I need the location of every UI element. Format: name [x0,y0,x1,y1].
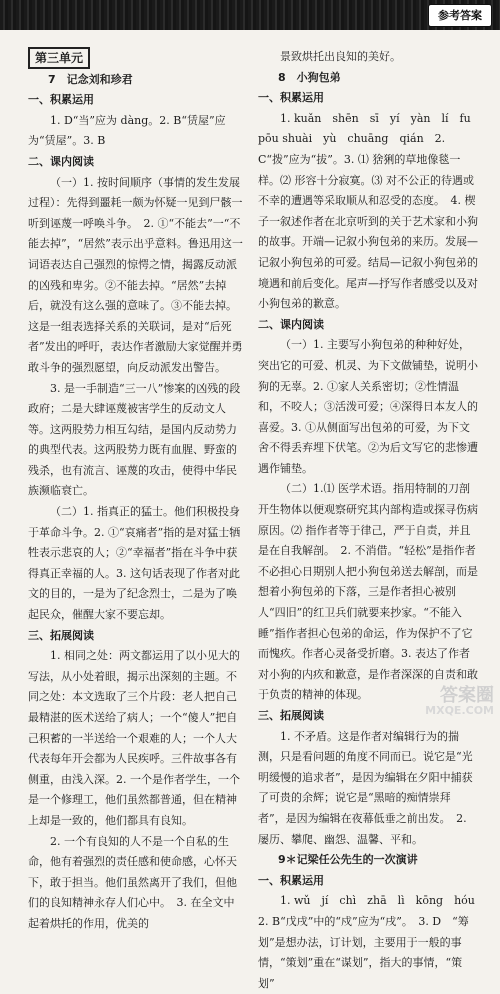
lesson-title: 8 小狗包弟 [278,70,341,84]
answer-paragraph: 1. 不矛盾。这是作者对编辑行为的揣测，只是看问题的角度不同而已。说它是“光明缓慢的追求者”，是因为编辑在夕阳中捕获了可贵的余辉；说它是“黑暗的痴情崇拜者”，是因为编辑在夜幕低垂之前出发。 2. 屡历、攀爬、幽怨、温馨、平和。 [258,729,473,846]
answer-paragraph: （一）1. 按时间顺序（事情的发生发展过程）：先得到噩耗一颇为怀疑一见到尸骸一听到诬蔑一呼唤斗争。 2. ①“不能去”一“不能去掉”，“居然”表示出乎意料。鲁迅用这一词语表达自己强烈的惊愕之情，揭露反动派的凶残和卑劣。②不能去掉。“居然”去掉后，就没有这么强的意味了。③不能去掉。这是一组表选择关系的关联词，是对“后死者”发出的呼吁，表达作者激励大家觉醒并勇敢斗争的强烈愿望，向反动派发出警告。 [28,175,243,374]
section-heading: 一、积累运用 [258,873,324,887]
section-heading: 一、积累运用 [258,91,324,105]
section-heading: 一、积累运用 [28,93,94,107]
section-heading: 三、拓展阅读 [258,709,324,722]
lesson-title: 7 记念刘和珍君 [48,72,133,86]
watermark-url: MXQE.COM [425,704,494,717]
watermark-text: 答案圈 [440,685,494,706]
header-bar [0,0,500,30]
answer-paragraph: 1. wǔ jí chì zhā lì kōng hóu 2. B“戊戌”中的“戍”应为“戌”。 3. D “筹划”是想办法，订计划，主要用于一般的事情，“策划”重在“谋划”，指大的事情，“策划” [258,894,486,990]
section-heading: 二、课内阅读 [258,317,324,331]
watermark-logo [425,687,494,717]
answer-key-tag: 参考答案 [428,4,492,27]
answer-paragraph: （一）1. 主要写小狗包弟的种种好处，突出它的可爱、机灵、为下文做铺垫，说明小狗的无辜。2. ①家人关系密切；②性情温和，不咬人；③活泼可爱；④深得日本友人的喜爱。3. ①从侧面写出包弟的可爱，为下文舍不得丢弃埋下伏笔。②为后文写它的悲惨遭遇作铺垫。 [258,338,478,475]
left-column [28,47,243,935]
answer-paragraph: （二）1. 指真正的猛士。他们积极投身于革命斗争。2. ①“哀痛者”指的是对猛士牺牲表示悲哀的人；②“幸福者”指在斗争中获得真正幸福的人。3. 这句话表现了作者对此文的目的，一是为了纪念烈士，二是为了唤起民众，催醒大家不要忘却。 [28,505,241,622]
answer-paragraph: 1. kuǎn shēn sī yí yàn lí fu pōu shuài yù chuāng qián 2. C“拨”应为“拔”。3. ⑴ 猞猁的草地像毯一样。⑵ 形容十分寂寞。⑶ 对不公正的待遇或不幸的遭遇等采取顺从和忍受的态度。 4. 楔子一叙述作者在北京听到的关于艺术家和小狗的故事。开端—记叙小狗包弟的来历。发展—记叙小狗包弟的可爱。结局—记叙小狗包弟的境遇和前后变化。尾声—抒写作者感受以及对小狗包弟的歉意。 [258,111,482,311]
answer-paragraph: （二）1.⑴ 医学术语。指用特制的刀剖开生物体以便观察研究其内部构造或探寻伤病原因。⑵ 指作者等于律己，严于自责，并且是在自我解剖。 2. 不消借。“轻松”是指作者不必担心日期别人把小狗包弟送去解剖，而是想着小狗包弟的下落，三是作者担心被别人“四旧”的红卫兵们就要来抄家。“不能入睡”指作者担心包弟的命运，作为保护不了它而愧疚。作者心灵备受折磨。3. 表达了作者对小狗的内疚和歉意，是作者深深的自责和敢于负责的精神的体现。 [258,482,478,702]
answer-paragraph: 1. D“当”应为 dàng。2. B“赁屋”应为“赁屋”。3. B [28,113,226,148]
section-heading: 二、课内阅读 [28,154,94,168]
answer-paragraph: 景致烘托出良知的美好。 [280,50,401,63]
answer-paragraph: 1. 相同之处：两文都运用了以小见大的写法，从小处着眼，揭示出深刻的主题。不同之处：本文选取了三个片段：老人把自己最精湛的医术送给了病人；一个“傻人”把自己积蓄的一半送给一个艰难的人；一个人大代表每年开会都为人民疾呼。三件故事各有侧重，由浅入深。2. 一个是作者学生，一个是一个修理工，他们虽然都普通，但在精神上却是一致的，他们都具有良知。 [28,649,240,827]
lesson-title: 9＊记梁任公先生的一次演讲 [278,853,418,867]
right-column [258,47,486,994]
answer-paragraph: 2. 一个有良知的人不是一个自私的生命，他有着强烈的责任感和使命感，心怀天下，敢于担当。他们虽然离开了我们，但他们的良知精神永存人们心中。 3. 在全文中起着烘托的作用，优美的 [28,834,237,930]
unit-title: 第三单元 [28,47,90,69]
answer-paragraph: 3. 是一手制造“三一八”惨案的凶残的段政府；二是大肆诬蔑被害学生的反动文人等。这两股势力相互勾结，是国内反动势力的典型代表。这两股势力既有血腥、野蛮的残杀，也有流言、诬蔑的攻击，使得中华民族濒临衰亡。 [28,381,241,498]
section-heading: 三、拓展阅读 [28,628,94,642]
